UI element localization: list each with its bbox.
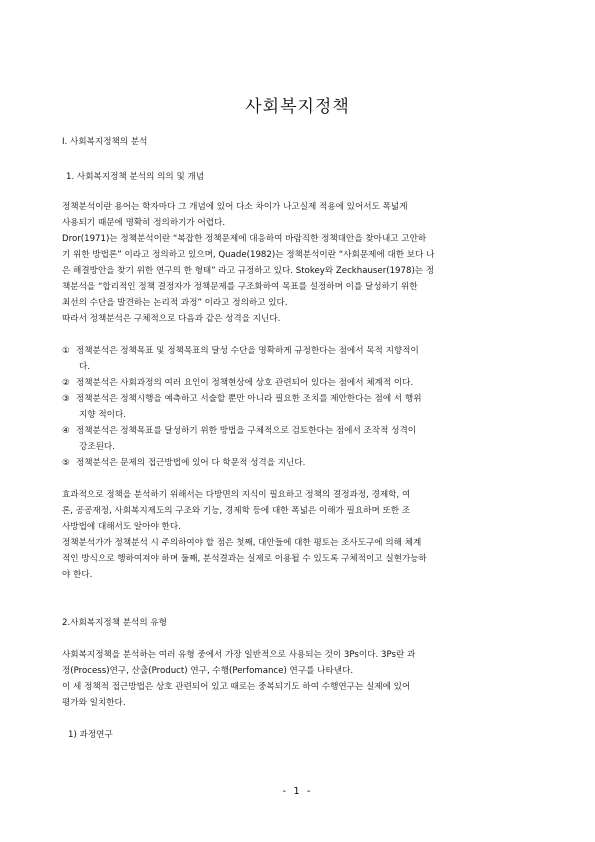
list-item (62, 345, 532, 358)
paragraph-line: Dror(1971)는 정책분석이란 “복잡한 정책문제에 대응하여 바람직한 정책대안을 찾아내고 고안하 (62, 234, 427, 244)
paragraph-line: 정책분석가가 정책분석 시 주의하여야 할 점은 첫째, 대안들에 대한 평토는 조사도구에 의해 체계 (62, 538, 422, 548)
page-title: 사회복지정책 (245, 97, 350, 117)
paragraph-line: 사회복지정책을 분석하는 여러 유형 중에서 가장 일반적으로 사용되는 것이 3Ps이다. 3Ps란 과 (62, 650, 416, 660)
section-heading: Ⅰ. 사회복지정책의 분석 (62, 137, 148, 147)
list-number: ① (62, 346, 70, 356)
list-text: 정책분석은 사회과정의 여러 요인이 정책현상에 상호 관련되어 있다는 점에서 체계적 이다. (76, 378, 414, 388)
paragraph-line: 최선의 수단을 발견하는 논리적 과정” 이라고 정의하고 있다. (62, 298, 288, 308)
paragraph-line: 평가와 일치한다. (62, 698, 126, 708)
list-text: 정책분석은 정책목표 및 정책목표의 달성 수단을 명확하게 규정한다는 점에서 목적 지향적이 (76, 346, 419, 356)
list-item (62, 393, 532, 406)
paragraph-line: 야 한다. (62, 570, 93, 580)
list-number: ③ (62, 394, 70, 404)
list-number: ④ (62, 426, 70, 436)
paragraph-line: 정(Process)연구, 산출(Product) 연구, 수행(Perfomance) 연구를 나타낸다. (62, 666, 354, 676)
list-item-continuation: 강조된다. (79, 442, 115, 452)
paragraph-line: 은 해결방안을 찾기 위한 연구의 한 형태” 라고 규정하고 있다. Stokey와 Zeckhauser(1978)는 정 (62, 266, 435, 276)
subsection-heading: 1. 사회복지정책 분석의 의의 및 개념 (66, 172, 205, 182)
list-item-continuation: 다. (79, 362, 91, 372)
page-number: - 1 - (282, 786, 313, 797)
list-number: ⑤ (62, 458, 70, 468)
list-text: 정책분석은 정책시행을 예측하고 서술할 뿐만 아니라 필요한 조치를 제안한다는 점에 서 행위 (76, 394, 422, 404)
list-text: 정책분석은 정책목표를 달성하기 위한 방법을 구체적으로 검토한다는 점에서 조작적 성격이 (76, 426, 417, 436)
paragraph-line: 사용되기 때문에 명확히 정의하기가 어렵다. (62, 218, 226, 228)
paragraph-line: 기 위한 방법론” 이라고 정의하고 있으며, Quade(1982)는 정책분석이란 “사회문제에 대한 보다 나 (62, 250, 435, 260)
paragraph-line: 따라서 정책분석은 구체적으로 다음과 같은 성격을 지닌다. (62, 314, 281, 324)
list-number: ② (62, 378, 70, 388)
paragraph-line: 적인 방식으로 행하여져야 하며 둘째, 분석결과는 실제로 이용될 수 있도록 구체적이고 실현가능하 (62, 554, 427, 564)
paragraph-line: 이 세 정책적 접근방법은 상호 관련되어 있고 때로는 중복되기도 하여 수행연구는 실제에 있어 (62, 682, 411, 692)
subsection-heading: 1) 과정연구 (68, 730, 113, 740)
paragraph-line: 사방법에 대해서도 알아야 한다. (62, 522, 181, 532)
paragraph-line: 정책분석이란 용어는 학자마다 그 개념에 있어 다소 차이가 나고실제 적용에 있어서도 폭넓게 (62, 202, 408, 212)
list-text: 정책분석은 문제의 접근방법에 있어 다 학문적 성격을 지닌다. (76, 458, 306, 468)
paragraph-line: 론, 공공재정, 사회복지제도의 구조와 기능, 경제학 등에 대한 폭넓은 이해가 필요하며 또한 조 (62, 506, 411, 516)
paragraph-line: 책분석을 “합리적인 정책 결정자가 정책문제를 구조화하여 목표를 설정하며 이를 달성하기 위한 (62, 282, 418, 292)
list-item (62, 377, 532, 390)
paragraph-line: 효과적으로 정책을 분석하기 위해서는 다방면의 지식이 필요하고 정책의 결정과정, 경제학, 여 (62, 490, 411, 500)
list-item (62, 457, 532, 470)
list-item (62, 425, 532, 438)
section-heading: 2.사회복지정책 분석의 유형 (62, 618, 167, 628)
list-item-continuation: 지향 적이다. (79, 410, 126, 420)
